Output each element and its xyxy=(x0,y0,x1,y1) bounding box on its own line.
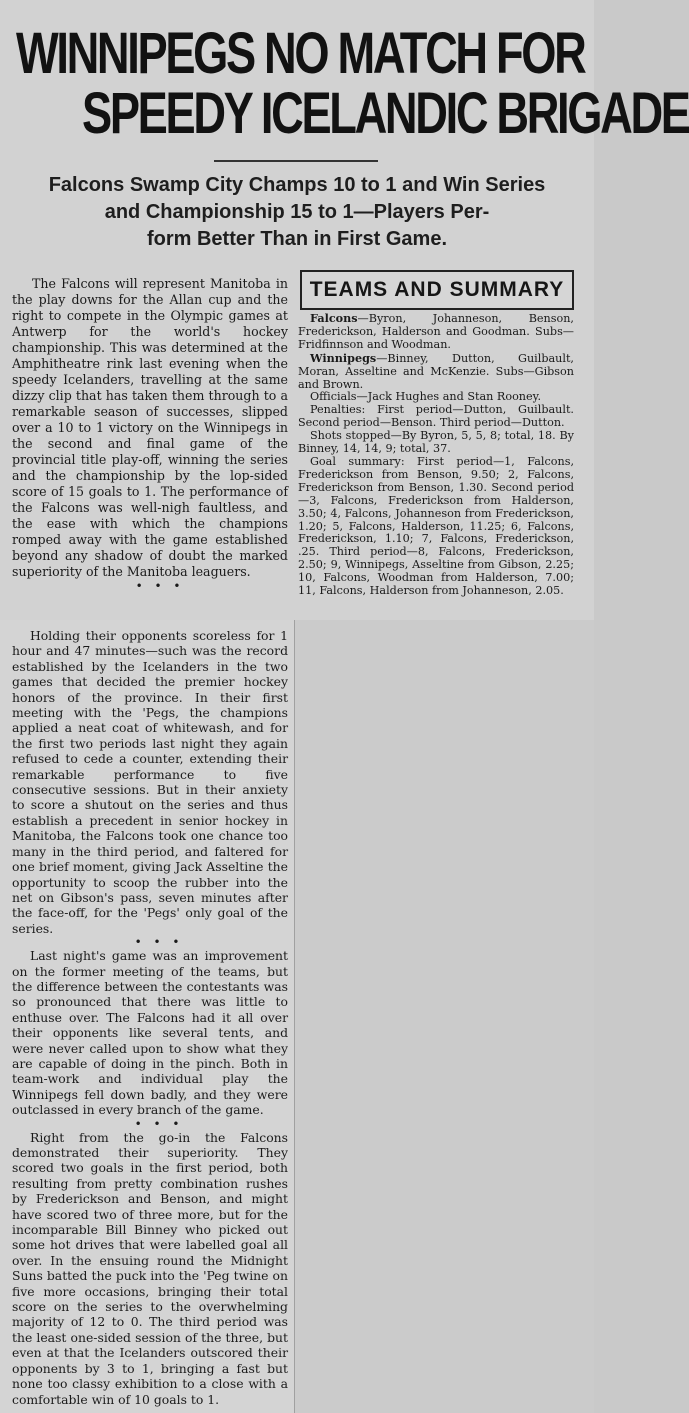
headline-line-1: WINNIPEGS NO MATCH FOR xyxy=(16,21,585,86)
officials: Officials—Jack Hughes and Stan Rooney. xyxy=(310,390,542,404)
summary-heading: TEAMS AND SUMMARY xyxy=(300,270,574,310)
falcons-label: Falcons xyxy=(310,311,358,325)
article-column-upper xyxy=(12,276,288,592)
article-paragraph-2: Holding their opponents scoreless for 1 hour and 47 minutes—such was the record established by the Icelanders in the two games that decided the premier hockey honors of the province. In their first meeting with the 'Pegs, the champions applied a neat coat of whitewash, and for the first two periods last night they again refused to cede a counter, extending their remarkable performance to five consecutive sessions. But in their anxiety to score a shutout on the series and thus establish a precedent in senior hockey in Manitoba, the Falcons took one chance too many in the third period, and faltered for one brief moment, giving Jack Asseltine the opportunity to scoop the rubber into the net on Gibson's pass, seven minutes after the face-off, for the 'Pegs' only goal of the series. xyxy=(12,628,288,936)
article-paragraph-4: Right from the go-in the Falcons demonstrated their superiority. They scored two goals in the first period, both resulting from pretty combination rushes by Frederickson and Benson, and might have scored two of three more, but for the incomparable Bill Binney who picked out some hot drives that were labelled goal all over. In the ensuing round the Midnight Suns batted the puck into the 'Peg twine on five more occasions, bringing their total score on the series to the overwhelming majority of 12 to 0. The third period was the least one-sided session of the three, but even at that the Icelanders outscored their opponents by 3 to 1, bringing a fast but none too classy exhibition to a close with a comfortable win of 10 goals to 1. xyxy=(12,1129,288,1407)
falcons-players: —Byron, Johanneson, Benson, Frederickson, Halderson and Goodman. Subs—Fridfinnson and Woodman. xyxy=(298,312,574,351)
goal-summary: Goal summary: First period—1, Falcons, Frederickson from Benson, 9.50; 2, Falcons, Frederickson from Benson, 1.30. Second period—3, Falcons, Frederickson from Halderson, 3.50; 4, Falcons, Johanneson from Frederickson, 1.20; 5, Falcons, Halderson, 11.25; 6, Falcons, Frederickson, 1.10; 7, Falcons, Frederickson, .25. Third period—8, Falcons, Frederickson, 2.50; 9, Winnipegs, Asseltine from Gibson, 2.25; 10, Falcons, Woodman from Halderson, 7.00; 11, Falcons, Halderson from Johanneson, 2.05. xyxy=(298,454,574,598)
subheadline-line-2: and Championship 15 to 1—Players Per- xyxy=(104,201,490,223)
article-column-lower xyxy=(12,628,288,1407)
section-separator: • • • xyxy=(134,1116,184,1131)
falcons-lineup xyxy=(298,312,574,352)
summary-column xyxy=(298,312,574,598)
subheadline xyxy=(12,172,582,253)
penalties: Penalties: First period—Dutton, Guilbault. Second period—Benson. Third period—Dutton. xyxy=(298,403,574,430)
shots-stopped: Shots stopped—By Byron, 5, 5, 8; total, 18. By Binney, 14, 14, 9; total, 37. xyxy=(298,429,574,456)
blank-area xyxy=(295,620,594,1413)
section-separator: • • • xyxy=(135,579,185,593)
subheadline-line-3: form Better Than in First Game. xyxy=(146,228,448,250)
section-separator: • • • xyxy=(134,935,184,950)
article-paragraph-1: The Falcons will represent Manitoba in the play downs for the Allan cup and the right to compete in the Olympic games at Antwerp for the world's hockey championship. This was determined at the Amphitheatre rink last evening when the speedy Icelanders, travelling at the same dizzy clip that has taken them through to a remarkable season of successes, slipped over a 10 to 1 victory on the Winnipegs in the second and final game of the provincial title play-off, winning the series and the championship by the lop-sided score of 15 goals to 1. The performance of the Falcons was well-nigh faultless, and the ease with which the champions romped away with the game established beyond any shadow of doubt the marked superiority of the Manitoba leaguers. xyxy=(12,276,288,579)
winnipegs-label: Winnipegs xyxy=(310,350,377,365)
article-paragraph-3: Last night's game was an improvement on the former meeting of the teams, but the difference between the contestants was so pronounced that there was little to enthuse over. The Falcons had it all over their opponents like several tents, and were never called upon to show what they are capable of doing in the pinch. Both in team-work and individual play the Winnipegs fell down badly, and they were outclassed in every branch of the game. xyxy=(12,948,288,1118)
subheadline-line-1: Falcons Swamp City Champs 10 to 1 and Win Series xyxy=(48,174,546,196)
headline-rule xyxy=(214,160,378,162)
winnipegs-lineup xyxy=(298,352,574,392)
headline-line-2: SPEEDY ICELANDIC BRIGADE xyxy=(82,81,689,146)
winnipegs-players: —Binney, Dutton, Guilbault, Moran, Asseltine and McKenzie. Subs—Gibson and Brown. xyxy=(298,351,574,391)
